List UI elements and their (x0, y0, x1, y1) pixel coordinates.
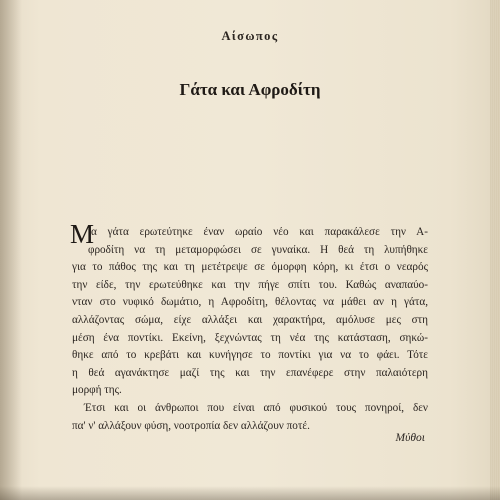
body-line: ια γάτα ερωτεύτηκε έναν ωραίο νέο και παρακάλεσε την Α- (88, 226, 428, 238)
spine-shadow (0, 0, 22, 500)
page-bottom-shadow (0, 486, 500, 500)
body-line: νταν στο νυφικό δωμάτιο, η Αφροδίτη, θέλοντας να μάθει αν η γάτα, (72, 296, 428, 309)
source-signature: Μύθοι (395, 432, 425, 444)
moral-line: Έτσι και οι άνθρωποι που είναι από φυσικού τους πονηροί, δεν (84, 401, 428, 414)
moral-line: πα' ν' αλλάξουν φύση, νοοτροπία δεν αλλάζουν ποτέ. (72, 419, 310, 432)
body-line: θηκε από το κρεβάτι και κυνήγησε το ποντίκι για να το φάει. Τότε (72, 349, 428, 362)
body-line: η θεά αγανάκτησε μαζί της και την επανέφερε στην παλαιότερη (72, 366, 428, 379)
running-header-author: Αίσωπος (221, 29, 279, 43)
page-edges (490, 0, 500, 500)
fable-title: Γάτα και Αφροδίτη (179, 80, 321, 99)
body-line: μορφή της. (72, 384, 122, 397)
fable-body (70, 219, 428, 435)
body-line: μέση ένα ποντίκι. Εκείνη, ξεχνώντας τη νέα της κατάσταση, σηκώ- (72, 331, 428, 344)
drop-cap: Μ (70, 219, 95, 249)
body-line: φροδίτη να τη μεταμορφώσει σε γυναίκα. Η θεά τη λυπήθηκε (88, 243, 428, 256)
body-line: την είδε, την ερωτεύθηκε και την πήγε σπίτι του. Καθώς αναπαύο- (72, 278, 428, 291)
body-line: για το πάθος της και τη μετέτρεψε σε όμορφη κόρη, κι έτσι ο νεαρός (72, 261, 428, 274)
body-line: αλλάζοντας σώμα, είχε αλλάξει και χαρακτήρα, αμόλυσε μες στη (72, 313, 428, 326)
